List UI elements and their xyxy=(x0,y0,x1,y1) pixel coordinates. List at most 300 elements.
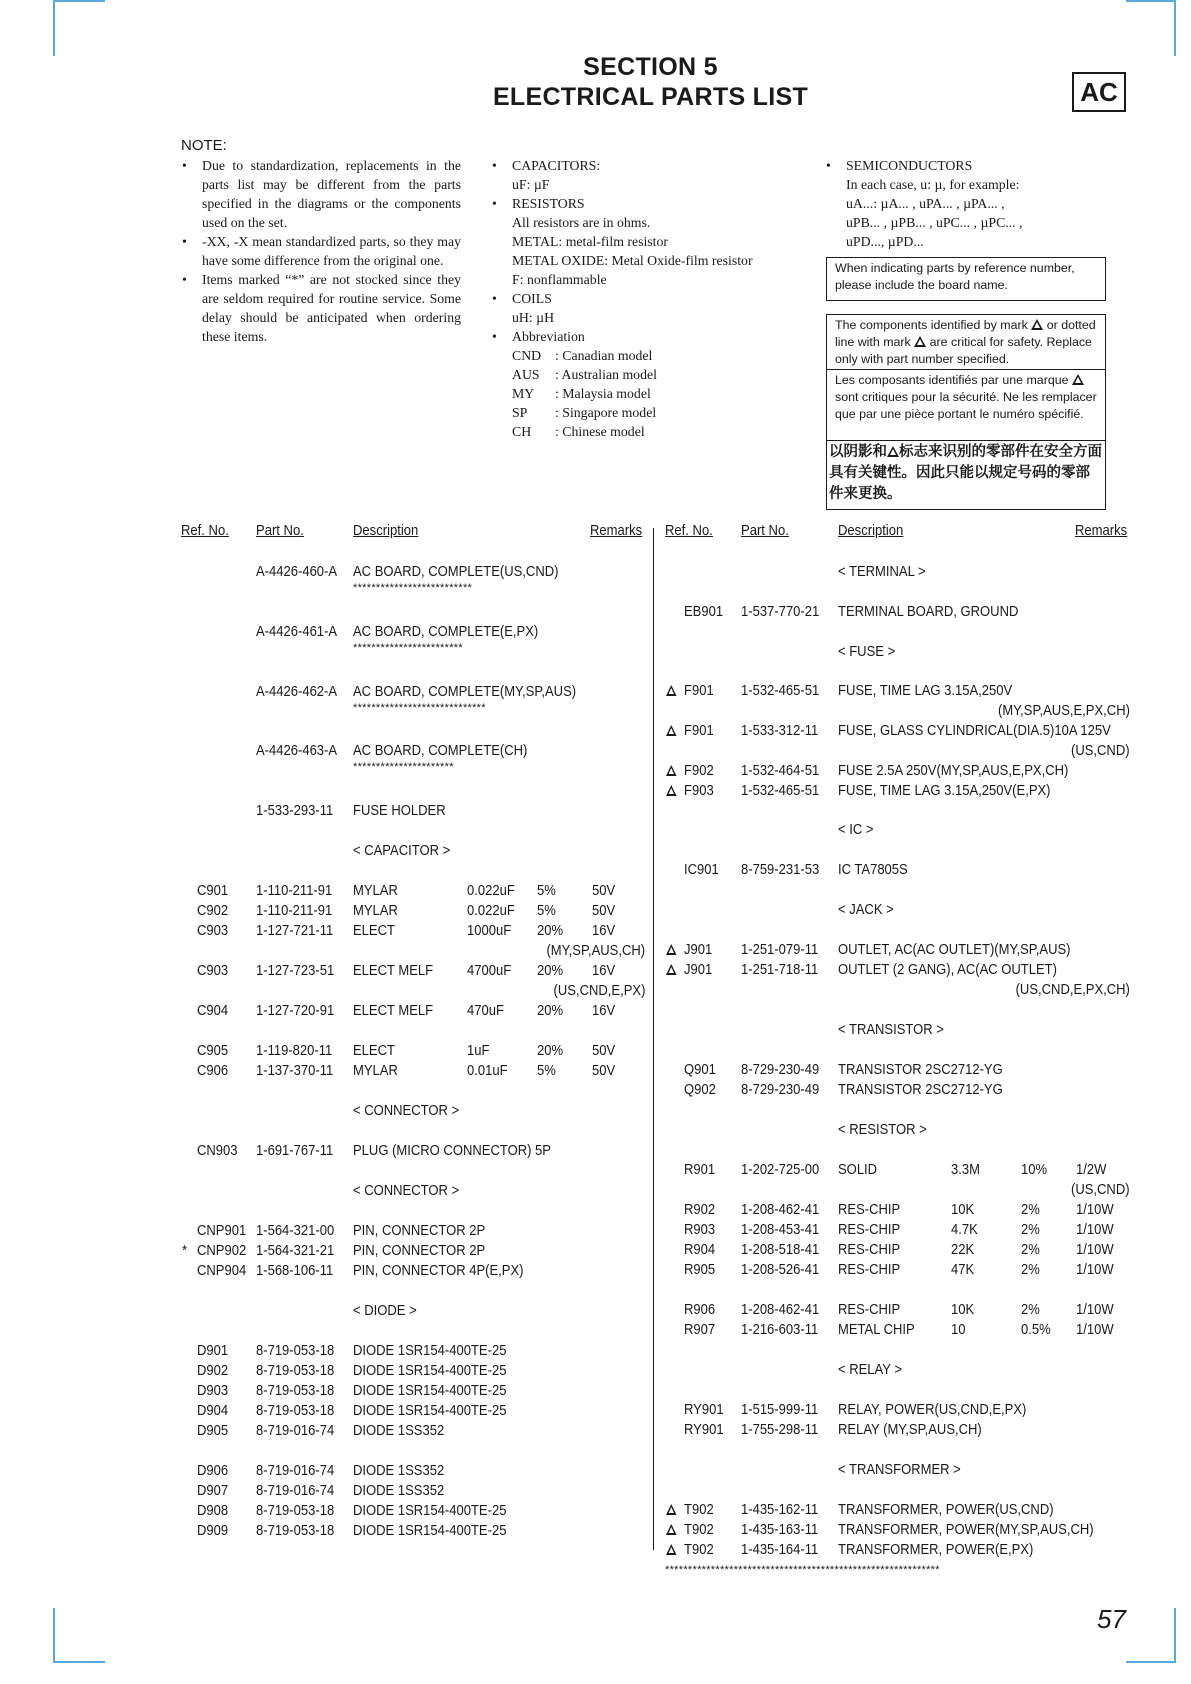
part-no: 1-537-770-21 xyxy=(741,604,820,620)
semi-line: uPD..., µPD... xyxy=(846,234,924,249)
tolerance: 20% xyxy=(537,923,564,939)
section-label: SECTION 5 xyxy=(583,53,718,81)
description: < TRANSISTOR > xyxy=(838,1022,944,1038)
part-no: 1-435-163-11 xyxy=(741,1522,819,1538)
value: 10K xyxy=(951,1302,975,1318)
part-no: 8-719-016-74 xyxy=(256,1463,335,1479)
col-header-ref: Ref. No. xyxy=(665,523,713,539)
description: METAL CHIP xyxy=(838,1322,915,1338)
safety-mark-icon xyxy=(887,446,899,457)
part-no: 1-208-462-41 xyxy=(741,1202,820,1218)
ref-no: D903 xyxy=(197,1383,229,1399)
safety-mark-icon xyxy=(1031,319,1043,330)
note-resistors: • RESISTORS xyxy=(491,194,791,213)
ref-no: R907 xyxy=(684,1322,716,1338)
note-column-2 xyxy=(491,156,791,441)
ref-no: T902 xyxy=(684,1522,714,1538)
col-header-remarks: Remarks xyxy=(590,523,643,539)
description: DIODE 1SR154-400TE-25 xyxy=(353,1523,507,1539)
parts-row xyxy=(0,1220,1191,1240)
parts-row xyxy=(0,1020,1191,1040)
parts-row xyxy=(0,1564,1191,1584)
col-header-part: Part No. xyxy=(741,523,789,539)
rating: 16V xyxy=(592,923,616,939)
resistor-line: METAL: metal-film resistor xyxy=(512,234,668,249)
parts-row xyxy=(0,642,1191,662)
ref-no: CNP904 xyxy=(197,1263,247,1279)
description: DIODE 1SS352 xyxy=(353,1423,445,1439)
rating: 16V xyxy=(592,1003,616,1019)
ref-no: C903 xyxy=(197,923,229,939)
safety-mark-icon xyxy=(666,1524,677,1535)
description: PIN, CONNECTOR 2P xyxy=(353,1243,486,1259)
capacitor-unit: uF: µF xyxy=(512,177,550,192)
tolerance: 2% xyxy=(1021,1242,1040,1258)
description: < JACK > xyxy=(838,902,894,918)
tolerance: 20% xyxy=(537,1043,564,1059)
ref-no: C901 xyxy=(197,883,229,899)
ref-no: C903 xyxy=(197,963,229,979)
part-no: 1-127-720-91 xyxy=(256,1003,335,1019)
remarks: (MY,SP,AUS,E,PX,CH) xyxy=(998,703,1130,719)
note-column-1 xyxy=(181,156,461,346)
safety-mark-icon xyxy=(666,685,677,696)
safety-note-english: The components identified by mark or dotted line with mark are critical for safety. Replace only with part number specified. xyxy=(826,314,1106,370)
description: TRANSFORMER, POWER(US,CND) xyxy=(838,1502,1054,1518)
value: 1000uF xyxy=(467,923,512,939)
ref-no: D901 xyxy=(197,1343,229,1359)
parts-row xyxy=(0,761,1191,781)
parts-row xyxy=(0,1200,1191,1220)
description: < CAPACITOR > xyxy=(353,843,451,859)
part-no: 1-532-464-51 xyxy=(741,763,820,779)
tolerance: 2% xyxy=(1021,1202,1040,1218)
col-header-ref: Ref. No. xyxy=(181,523,229,539)
ref-no: D902 xyxy=(197,1363,229,1379)
description: AC BOARD, COMPLETE(MY,SP,AUS) xyxy=(353,684,577,700)
ref-no: F902 xyxy=(684,763,714,779)
parts-row xyxy=(0,921,1191,941)
safety-mark-icon xyxy=(666,765,677,776)
parts-row xyxy=(0,1060,1191,1080)
ref-no: R904 xyxy=(684,1242,716,1258)
note-semiconductors: • SEMICONDUCTORS xyxy=(825,156,1115,175)
part-no: 8-719-016-74 xyxy=(256,1483,335,1499)
abbr-row: AUS : Australian model xyxy=(512,367,657,382)
part-no: 1-532-465-51 xyxy=(741,783,820,799)
part-no: 8-719-053-18 xyxy=(256,1503,335,1519)
description: < FUSE > xyxy=(838,644,896,660)
part-no: 8-719-016-74 xyxy=(256,1423,335,1439)
rating: 1/10W xyxy=(1076,1322,1114,1338)
value: 0.01uF xyxy=(467,1063,508,1079)
rating: 50V xyxy=(592,903,616,919)
ref-no: C905 xyxy=(197,1043,229,1059)
parts-row xyxy=(0,1160,1191,1180)
ref-no: D909 xyxy=(197,1523,229,1539)
part-no: 1-202-725-00 xyxy=(741,1162,820,1178)
parts-row xyxy=(0,1080,1191,1100)
description: MYLAR xyxy=(353,903,398,919)
part-no: 1-208-526-41 xyxy=(741,1262,820,1278)
board-badge: AC xyxy=(1072,72,1126,112)
parts-row xyxy=(0,1341,1191,1361)
safety-mark-icon xyxy=(1072,374,1084,385)
part-no: A-4426-461-A xyxy=(256,624,338,640)
description: DIODE 1SR154-400TE-25 xyxy=(353,1503,507,1519)
page-title xyxy=(0,52,1191,112)
ref-no: CNP902 xyxy=(197,1243,247,1259)
part-no: 1-251-718-11 xyxy=(741,962,819,978)
ref-no: RY901 xyxy=(684,1422,724,1438)
note-capacitors: • CAPACITORS: xyxy=(491,156,791,175)
crop-mark-tl-h xyxy=(53,0,105,2)
parts-row xyxy=(0,960,1191,980)
parts-row xyxy=(0,940,1191,960)
note-heading: NOTE: xyxy=(181,137,227,154)
description: DIODE 1SR154-400TE-25 xyxy=(353,1383,507,1399)
description: RES-CHIP xyxy=(838,1202,901,1218)
description: FUSE, TIME LAG 3.15A,250V(E,PX) xyxy=(838,783,1051,799)
parts-row xyxy=(0,781,1191,801)
parts-row xyxy=(0,801,1191,821)
description: MYLAR xyxy=(353,1063,398,1079)
value: 3.3M xyxy=(951,1162,980,1178)
parts-row xyxy=(0,1300,1191,1320)
tolerance: 2% xyxy=(1021,1222,1040,1238)
value: 1uF xyxy=(467,1043,490,1059)
separator-stars: ************************ xyxy=(353,642,463,654)
safety-note-french: Les composants identifiés par une marque sont critiques pour la sécurité. Ne les remplacer que par une pièce portant le numéro spécifié. xyxy=(826,369,1106,441)
part-no: 8-729-230-49 xyxy=(741,1082,820,1098)
part-no: 1-532-465-51 xyxy=(741,683,820,699)
rating: 1/10W xyxy=(1076,1222,1114,1238)
ref-no: D904 xyxy=(197,1403,229,1419)
remarks: (US,CND,E,PX,CH) xyxy=(1015,982,1130,998)
crop-mark-tr-h xyxy=(1126,0,1176,2)
crop-mark-br-h xyxy=(1126,1661,1176,1663)
description: TRANSFORMER, POWER(E,PX) xyxy=(838,1542,1034,1558)
part-no: 1-216-603-11 xyxy=(741,1322,819,1338)
part-no: 1-564-321-21 xyxy=(256,1243,335,1259)
list-title: ELECTRICAL PARTS LIST xyxy=(492,83,809,111)
description: DIODE 1SR154-400TE-25 xyxy=(353,1403,507,1419)
col-header-desc: Description xyxy=(353,523,419,539)
description: OUTLET, AC(AC OUTLET)(MY,SP,AUS) xyxy=(838,942,1071,958)
rating: 50V xyxy=(592,1043,616,1059)
semi-line: In each case, u: µ, for example: xyxy=(846,177,1020,192)
ref-no: T902 xyxy=(684,1542,714,1558)
description: ELECT MELF xyxy=(353,1003,434,1019)
parts-row xyxy=(0,980,1191,1000)
part-no: 8-719-053-18 xyxy=(256,1383,335,1399)
description: < TERMINAL > xyxy=(838,564,926,580)
part-no: 1-564-321-00 xyxy=(256,1223,335,1239)
part-no: 8-719-053-18 xyxy=(256,1363,335,1379)
part-no: 8-759-231-53 xyxy=(741,862,820,878)
abbr-row: MY : Malaysia model xyxy=(512,386,651,401)
parts-row xyxy=(0,1520,1191,1540)
description: TRANSISTOR 2SC2712-YG xyxy=(838,1062,1003,1078)
part-no: 8-719-053-18 xyxy=(256,1523,335,1539)
description: RELAY (MY,SP,AUS,CH) xyxy=(838,1422,982,1438)
part-no: 1-251-079-11 xyxy=(741,942,819,958)
separator-stars: ***************************** xyxy=(353,702,486,714)
parts-row xyxy=(0,1101,1191,1121)
description: MYLAR xyxy=(353,883,398,899)
rating: 1/10W xyxy=(1076,1242,1114,1258)
remarks: (US,CND,E,PX) xyxy=(553,983,645,999)
description: FUSE 2.5A 250V(MY,SP,AUS,E,PX,CH) xyxy=(838,763,1069,779)
col-header-remarks: Remarks xyxy=(1075,523,1128,539)
part-no: A-4426-462-A xyxy=(256,684,338,700)
value: 4700uF xyxy=(467,963,512,979)
ref-no: J901 xyxy=(684,942,713,958)
ref-no: R906 xyxy=(684,1302,716,1318)
description: DIODE 1SR154-400TE-25 xyxy=(353,1343,507,1359)
parts-row xyxy=(0,1460,1191,1480)
part-no: 1-691-767-11 xyxy=(256,1143,334,1159)
part-no: 1-137-370-11 xyxy=(256,1063,334,1079)
rating: 16V xyxy=(592,963,616,979)
description: RES-CHIP xyxy=(838,1262,901,1278)
separator-stars: ************************** xyxy=(353,582,473,594)
safety-note-chinese: 以阴影和 标志来识别的零部件在安全方面具有关键性。因此只能以规定号码的零部件来更换。 xyxy=(826,440,1106,510)
abbr-row: SP : Singapore model xyxy=(512,405,657,420)
note-column-3 xyxy=(825,156,1115,251)
description: FUSE, GLASS CYLINDRICAL(DIA.5)10A 125V xyxy=(838,723,1111,739)
description: < RELAY > xyxy=(838,1362,902,1378)
safety-mark-icon xyxy=(666,1544,677,1555)
ref-no: T902 xyxy=(684,1502,714,1518)
parts-row xyxy=(0,820,1191,840)
tolerance: 10% xyxy=(1021,1162,1048,1178)
crop-mark-tl-v xyxy=(53,0,55,56)
parts-row xyxy=(0,1320,1191,1340)
abbr-row: CH : Chinese model xyxy=(512,424,645,439)
note-abbreviation: • Abbreviation xyxy=(491,327,791,346)
description: ELECT xyxy=(353,923,395,939)
parts-row xyxy=(0,562,1191,582)
value: 0.022uF xyxy=(467,903,515,919)
parts-row xyxy=(0,1500,1191,1520)
part-no: A-4426-463-A xyxy=(256,743,338,759)
safety-mark-icon xyxy=(666,964,677,975)
part-no: 1-110-211-91 xyxy=(256,883,333,899)
parts-row xyxy=(0,1180,1191,1200)
parts-row xyxy=(0,1041,1191,1061)
crop-mark-br-v xyxy=(1174,1608,1176,1663)
ref-no: Q902 xyxy=(684,1082,716,1098)
description: < IC > xyxy=(838,822,874,838)
parts-row xyxy=(0,622,1191,642)
description: FUSE HOLDER xyxy=(353,803,446,819)
value: 47K xyxy=(951,1262,975,1278)
parts-row xyxy=(0,900,1191,920)
description: RES-CHIP xyxy=(838,1302,901,1318)
ref-no: EB901 xyxy=(684,604,724,620)
coil-unit: uH: µH xyxy=(512,310,555,325)
ref-no: C906 xyxy=(197,1063,229,1079)
parts-row xyxy=(0,881,1191,901)
description: TRANSFORMER, POWER(MY,SP,AUS,CH) xyxy=(838,1522,1094,1538)
part-no: 1-127-721-11 xyxy=(256,923,334,939)
parts-row xyxy=(0,681,1191,701)
ref-no: D905 xyxy=(197,1423,229,1439)
separator-stars: ************************************************************ xyxy=(665,1564,940,1576)
parts-row xyxy=(0,1381,1191,1401)
parts-row xyxy=(0,860,1191,880)
parts-row xyxy=(0,701,1191,721)
resistor-line: F: nonflammable xyxy=(512,272,607,287)
ref-no: RY901 xyxy=(684,1402,724,1418)
part-no: 8-719-053-18 xyxy=(256,1343,335,1359)
parts-row xyxy=(0,1001,1191,1021)
parts-row xyxy=(0,1400,1191,1420)
parts-row xyxy=(0,1360,1191,1380)
part-no: 1-119-820-11 xyxy=(256,1043,333,1059)
part-no: 1-515-999-11 xyxy=(741,1402,819,1418)
safety-mark-icon xyxy=(666,1504,677,1515)
description: < CONNECTOR > xyxy=(353,1103,460,1119)
tolerance: 5% xyxy=(537,903,556,919)
description: AC BOARD, COMPLETE(CH) xyxy=(353,743,528,759)
parts-row xyxy=(0,1240,1191,1260)
part-no: 1-755-298-11 xyxy=(741,1422,819,1438)
ref-no: D907 xyxy=(197,1483,229,1499)
part-no: 1-110-211-91 xyxy=(256,903,333,919)
ref-no: F901 xyxy=(684,723,714,739)
ref-no: R903 xyxy=(684,1222,716,1238)
semi-line: uPB... , µPB... , uPC... , µPC... , xyxy=(846,215,1023,230)
description: PIN, CONNECTOR 4P(E,PX) xyxy=(353,1263,524,1279)
ref-no: IC901 xyxy=(684,862,719,878)
page-number: 57 xyxy=(1097,1604,1126,1634)
col-header-desc: Description xyxy=(838,523,904,539)
description: RES-CHIP xyxy=(838,1242,901,1258)
description: < DIODE > xyxy=(353,1303,417,1319)
ref-no: F901 xyxy=(684,683,714,699)
description: ELECT xyxy=(353,1043,395,1059)
tolerance: 5% xyxy=(537,1063,556,1079)
resistor-line: All resistors are in ohms. xyxy=(512,215,651,230)
description: OUTLET (2 GANG), AC(AC OUTLET) xyxy=(838,962,1057,978)
description: IC TA7805S xyxy=(838,862,908,878)
ref-no: CNP901 xyxy=(197,1223,247,1239)
ref-no: D908 xyxy=(197,1503,229,1519)
part-no: 1-127-723-51 xyxy=(256,963,335,979)
value: 10K xyxy=(951,1202,975,1218)
description: RES-CHIP xyxy=(838,1222,901,1238)
crop-mark-bl-h xyxy=(53,1661,105,1663)
ref-no: F903 xyxy=(684,783,714,799)
parts-row xyxy=(0,741,1191,761)
ref-no: D906 xyxy=(197,1463,229,1479)
note-item: • -XX, -X mean standardized parts, so they may have some difference from the original one. xyxy=(181,232,461,270)
note-item: • Items marked “*” are not stocked since they are seldom required for routine service. Some delay should be anticipated when ordering these items. xyxy=(181,270,461,346)
description: FUSE, TIME LAG 3.15A,250V xyxy=(838,683,1013,699)
parts-row xyxy=(0,1481,1191,1501)
description: AC BOARD, COMPLETE(US,CND) xyxy=(353,564,559,580)
value: 22K xyxy=(951,1242,975,1258)
safety-mark-icon xyxy=(666,725,677,736)
ref-no: R902 xyxy=(684,1202,716,1218)
board-name-note: When indicating parts by reference number, please include the board name. xyxy=(826,257,1106,301)
part-no: 1-533-293-11 xyxy=(256,803,334,819)
parts-row xyxy=(0,582,1191,602)
semi-line: uA...: µA... , uPA... , µPA... , xyxy=(846,196,1005,211)
tolerance: 2% xyxy=(1021,1302,1040,1318)
description: AC BOARD, COMPLETE(E,PX) xyxy=(353,624,539,640)
description: ELECT MELF xyxy=(353,963,434,979)
part-no: 1-208-462-41 xyxy=(741,1302,820,1318)
part-no: 1-435-162-11 xyxy=(741,1502,819,1518)
description: DIODE 1SR154-400TE-25 xyxy=(353,1363,507,1379)
value: 4.7K xyxy=(951,1222,978,1238)
parts-row xyxy=(0,721,1191,741)
rating: 1/10W xyxy=(1076,1202,1114,1218)
resistor-line: METAL OXIDE: Metal Oxide-film resistor xyxy=(512,253,753,268)
crop-mark-bl-v xyxy=(53,1608,55,1663)
tolerance: 0.5% xyxy=(1021,1322,1051,1338)
part-no: 1-533-312-11 xyxy=(741,723,819,739)
parts-row xyxy=(0,1260,1191,1280)
description: < RESISTOR > xyxy=(838,1122,927,1138)
note-item: • Due to standardization, replacements in the parts list may be different from the parts specified in the diagrams or the components used on the set. xyxy=(181,156,461,232)
description: < CONNECTOR > xyxy=(353,1183,460,1199)
part-no: 1-435-164-11 xyxy=(741,1542,819,1558)
separator-stars: ********************** xyxy=(353,761,454,773)
parts-row xyxy=(0,1420,1191,1440)
tolerance: 5% xyxy=(537,883,556,899)
part-no: A-4426-460-A xyxy=(256,564,338,580)
description: RELAY, POWER(US,CND,E,PX) xyxy=(838,1402,1027,1418)
rating: 50V xyxy=(592,1063,616,1079)
rating: 1/10W xyxy=(1076,1262,1114,1278)
rating: 50V xyxy=(592,883,616,899)
ref-no: R905 xyxy=(684,1262,716,1278)
safety-mark-icon xyxy=(666,944,677,955)
description: < TRANSFORMER > xyxy=(838,1462,961,1478)
parts-row xyxy=(0,1540,1191,1560)
description: TRANSISTOR 2SC2712-YG xyxy=(838,1082,1003,1098)
part-no: 8-729-230-49 xyxy=(741,1062,820,1078)
description: PLUG (MICRO CONNECTOR) 5P xyxy=(353,1143,551,1159)
col-header-part: Part No. xyxy=(256,523,304,539)
note-coils: • COILS xyxy=(491,289,791,308)
part-no: 1-208-453-41 xyxy=(741,1222,820,1238)
description: TERMINAL BOARD, GROUND xyxy=(838,604,1019,620)
tolerance: 2% xyxy=(1021,1262,1040,1278)
not-stocked-mark: * xyxy=(182,1243,188,1259)
crop-mark-tr-v xyxy=(1174,0,1176,56)
value: 10 xyxy=(951,1322,966,1338)
description: SOLID xyxy=(838,1162,878,1178)
parts-row xyxy=(0,841,1191,861)
rating: 1/2W xyxy=(1076,1162,1107,1178)
remarks: (US,CND) xyxy=(1071,1182,1130,1198)
abbr-row: CND : Canadian model xyxy=(512,348,653,363)
value: 470uF xyxy=(467,1003,504,1019)
ref-no: Q901 xyxy=(684,1062,716,1078)
ref-no: CN903 xyxy=(197,1143,238,1159)
description: DIODE 1SS352 xyxy=(353,1463,445,1479)
description: DIODE 1SS352 xyxy=(353,1483,445,1499)
remarks: (US,CND) xyxy=(1071,743,1130,759)
safety-mark-icon xyxy=(914,336,926,347)
description: PIN, CONNECTOR 2P xyxy=(353,1223,486,1239)
remarks: (MY,SP,AUS,CH) xyxy=(546,943,645,959)
